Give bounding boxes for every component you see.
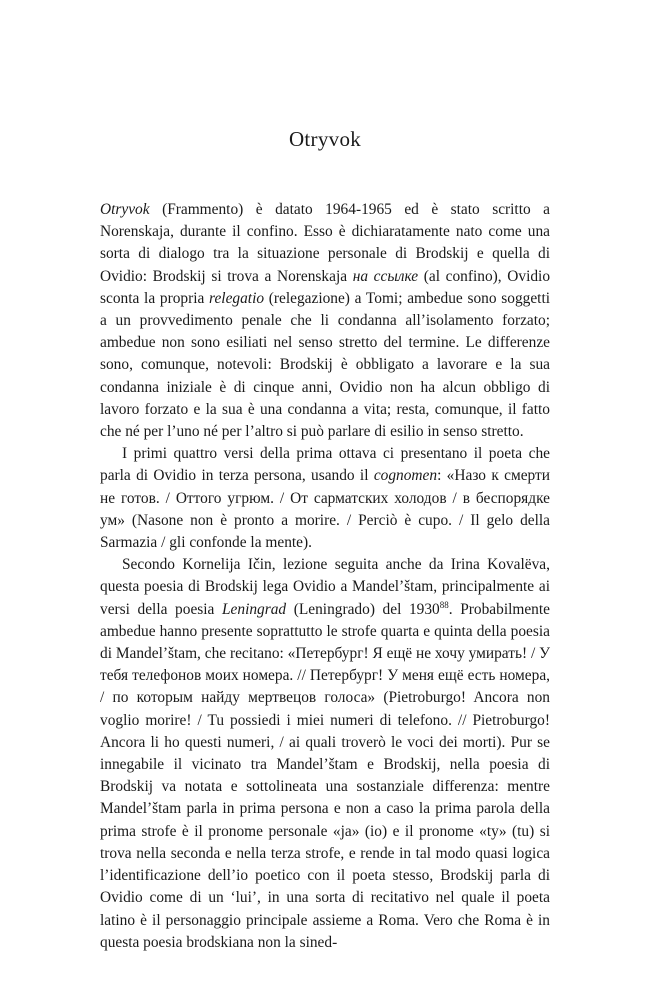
body-text (100, 199, 550, 954)
paragraph-3 (100, 554, 550, 954)
text-run: (Frammento) è datato 1964-1965 ed è stato scritto a Norenskaja, durante il confino. Esso è dichiaratamente nato come una sorta di dialogo tra la situazione personale di Brodskij e quella di Ovidio: Brodskij si trova a Norenskaja (100, 201, 550, 285)
text-run: (al confino), Ovidio sconta la propria (100, 267, 551, 307)
italic-text: Otryvok (100, 201, 150, 218)
text-run: : «Назо к смерти не готов. / Оттого угрюм. / От сарматских холодов / в беспорядке ум» (Nasone non è pronto a morire. / Perciò è cupo. / Il gelo della Sarmazia / gli confonde la mente). (100, 467, 550, 552)
footnote-reference: 88 (439, 599, 449, 610)
book-page (100, 0, 550, 984)
chapter-title: Otryvok (288, 127, 362, 151)
text-run: I primi quattro versi della prima ottava ci presentano il poeta che parla di Ovidio in terza persona, usando il (100, 445, 550, 485)
paragraph-2 (100, 443, 550, 554)
text-run: (Leningrado) del 1930 (286, 600, 440, 618)
italic-text: Leningrad (222, 600, 287, 618)
text-run: . Probabilmente ambedue hanno presente soprattutto le strofe quarta e quinta della poesia di Mandel’štam, che recitano: «Петербург! Я ещё не хочу умирать! / У тебя телефонов моих номера. // Петербург! У меня ещё есть номера, / по которым найду мертвецов голоса» (Pietroburgo! Ancora non voglio morire! / Tu possiedi i miei numeri di telefono. // Pietroburgo! Ancora li ho questi numeri, / ai quali troverò le voci dei morti). Pur se innegabile il vicinato tra Mandel’štam e Brodskij, nella poesia di Brodskij va notata e sottolineata una sostanziale differenza: mentre Mandel’štam parla in prima persona e non a caso la prima parola della prima strofe è il pronome personale «ja» (io) e il pronome «ty» (tu) si trova nella seconda e nella terza strofe, e rende in tal modo quasi logica l’identificazione dell’io poetico con il poeta stesso, Brodskij parla di Ovidio come di un ‘lui’, in una sorta di recitativo nel quale il poeta latino è il personaggio principale assieme a Roma. Vero che Roma è in questa poesia brodskiana non la sined- (100, 600, 550, 951)
paragraph-1 (100, 199, 550, 443)
italic-text: cognomen (373, 467, 438, 485)
text-run: Secondo Kornelija Ičin, lezione seguita anche da Irina Kovalëva, questa poesia di Brodskij lega Ovidio a Mandel’štam, principalmente ai versi della poesia (100, 556, 550, 618)
text-run: (relegazione) a Tomi; ambedue sono soggetti a un provvedimento penale che li condanna all’isolamento forzato; ambedue non sono esiliati nel senso stretto del termine. Le differenze sono, comunque, notevoli: Brodskij è obbligato a lavorare e la sua condanna iniziale è di cinque anni, Ovidio non ha alcun obbligo di lavoro forzato e la sua è una condanna a vita; resta, comunque, il fatto che né per l’uno né per l’altro si può parlare di esilio in senso stretto. (100, 289, 550, 441)
italic-text: на ссылке (352, 267, 419, 285)
italic-text: relegatio (209, 289, 265, 307)
